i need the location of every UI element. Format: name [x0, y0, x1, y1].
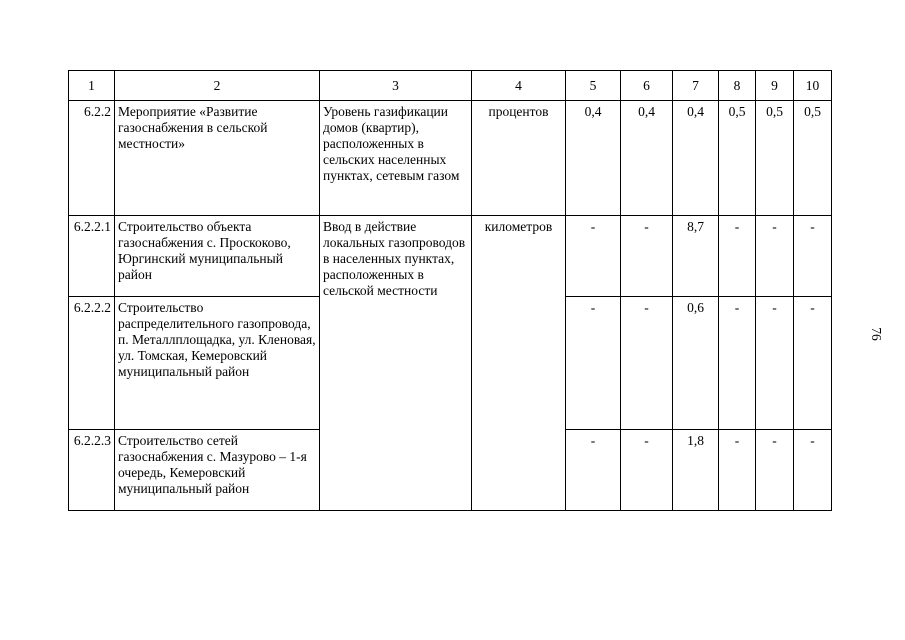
row-name: Мероприятие «Развитие газоснабжения в сельской местности» [115, 101, 320, 216]
header-cell: 3 [320, 71, 472, 101]
row-indicator: Уровень газификации домов (квартир), расположенных в сельских населенных пунктах, сетевым газом [320, 101, 472, 216]
row-name: Строительство объекта газоснабжения с. Проскоково, Юргинский муниципальный район [115, 216, 320, 297]
value-cell: 8,7 [673, 216, 719, 297]
value-cell: - [794, 297, 832, 430]
value-cell: - [566, 216, 621, 297]
header-cell: 1 [69, 71, 115, 101]
value-cell: 0,4 [673, 101, 719, 216]
value-cell: - [566, 297, 621, 430]
value-cell: 0,4 [621, 101, 673, 216]
row-code: 6.2.2.1 [69, 216, 115, 297]
row-code: 6.2.2.3 [69, 430, 115, 511]
value-cell: 0,5 [719, 101, 756, 216]
value-cell: - [621, 216, 673, 297]
row-unit: процентов [472, 101, 566, 216]
table-row [69, 216, 832, 297]
value-cell: - [621, 297, 673, 430]
header-cell: 10 [794, 71, 832, 101]
header-cell: 2 [115, 71, 320, 101]
value-cell: 0,5 [756, 101, 794, 216]
header-cell: 6 [621, 71, 673, 101]
value-cell: 0,5 [794, 101, 832, 216]
value-cell: 0,4 [566, 101, 621, 216]
header-row [69, 71, 832, 101]
group-unit: километров [472, 216, 566, 511]
header-cell: 9 [756, 71, 794, 101]
table-row [69, 101, 832, 216]
header-cell: 7 [673, 71, 719, 101]
value-cell: - [566, 430, 621, 511]
value-cell: - [621, 430, 673, 511]
row-code: 6.2.2.2 [69, 297, 115, 430]
value-cell: - [794, 430, 832, 511]
value-cell: - [719, 430, 756, 511]
header-cell: 5 [566, 71, 621, 101]
value-cell: - [756, 430, 794, 511]
value-cell: - [719, 216, 756, 297]
row-name: Строительство распределительного газопровода, п. Металлплощадка, ул. Кленовая, ул. Томская, Кемеровский муниципальный район [115, 297, 320, 430]
header-cell: 4 [472, 71, 566, 101]
value-cell: - [756, 297, 794, 430]
program-table [68, 70, 832, 511]
row-code: 6.2.2 [69, 101, 115, 216]
group-indicator: Ввод в действие локальных газопроводов в населенных пунктах, расположенных в сельской местности [320, 216, 472, 511]
header-cell: 8 [719, 71, 756, 101]
page-number: 76 [868, 327, 884, 341]
value-cell: 0,6 [673, 297, 719, 430]
value-cell: 1,8 [673, 430, 719, 511]
value-cell: - [794, 216, 832, 297]
row-name: Строительство сетей газоснабжения с. Мазурово – 1-я очередь, Кемеровский муниципальный район [115, 430, 320, 511]
value-cell: - [719, 297, 756, 430]
value-cell: - [756, 216, 794, 297]
